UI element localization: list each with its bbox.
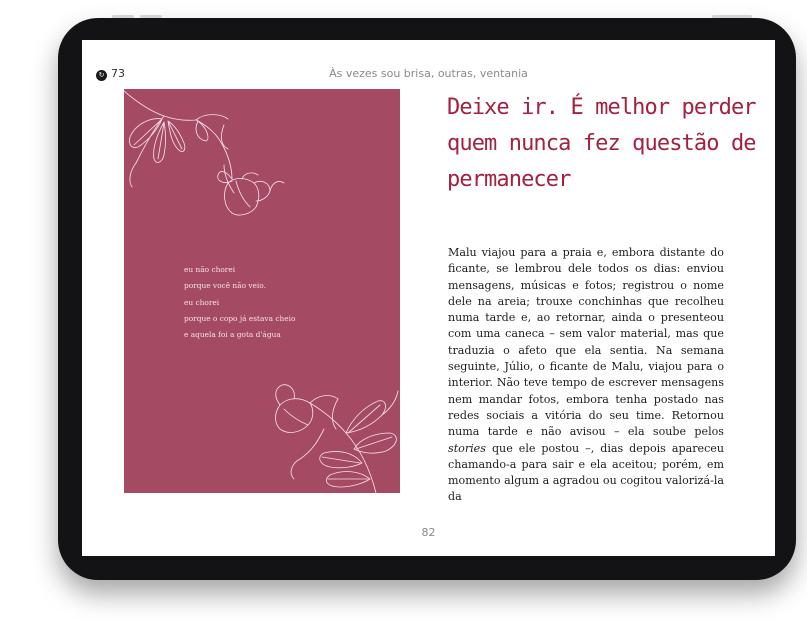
sync-icon[interactable]: ↻ xyxy=(96,70,107,81)
power-button xyxy=(712,15,752,18)
reader-screen xyxy=(82,40,775,556)
highlight-count[interactable]: 73 xyxy=(111,67,125,80)
book-title: Às vezes sou brisa, outras, ventania xyxy=(329,67,528,80)
chapter-body-text: Malu viajou para a praia e, embora distante do ficante, se lembrou dele todos os dias: enviou mensagens, músicas e fotos; registrou o nome dele na areia; trouxe conchinhas que recolheu numa tarde e, ao retornar, ainda o presenteou com uma caneca – sem valor material, mas que traduzia o afeto que ela sentia. Na semana seguinte, Júlio, o ficante de Malu, viajou para o interior. Não teve tempo de escrever mensagens nem mandar fotos, embora tenha postado nas redes sociais a vitória do seu time. Retornou numa tarde e não avisou – ela soube pelos stories que ele postou –, dias depois apareceu chamando-a para sair e ela aceitou; porém, em momento algum a agradou ou cogitou valorizá-la da xyxy=(448,246,724,504)
volume-up-button xyxy=(112,15,134,18)
poem-excerpt xyxy=(184,262,295,343)
chapter-illustration xyxy=(124,89,400,493)
chapter-title: Deixe ir. É melhor perder quem nunca fez questão de permanecer xyxy=(447,95,756,192)
page-number: 82 xyxy=(421,526,436,539)
poem-line: eu chorei xyxy=(184,297,220,307)
poem-line: eu não chorei xyxy=(184,265,236,274)
poem-line: e aquela foi a gota d'água xyxy=(184,330,281,340)
volume-down-button xyxy=(140,15,162,18)
poem-line: porque você não veio. xyxy=(184,281,266,291)
poem-line: porque o copo já estava cheio xyxy=(184,313,296,323)
